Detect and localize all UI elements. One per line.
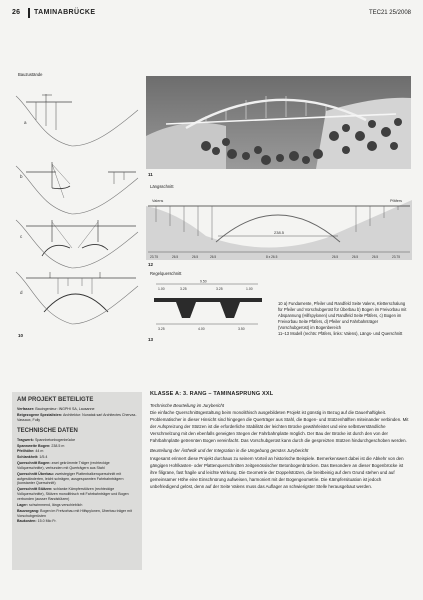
- tech-row: Querschnitt Bogen: zwei gekrümmte Träger (rechteckige Vollquerschnitte), verbunden mit Querträgern aus Stahl: [17, 461, 110, 470]
- figure-number-11: 11: [148, 172, 153, 177]
- tech-row: Lager: schwimmend, längs verschieblich: [17, 502, 83, 507]
- valens-label: Valens: [152, 199, 164, 203]
- page-number: 26: [12, 9, 21, 16]
- cross-section-drawing: [146, 278, 270, 336]
- cross-dim-5: 3.25: [158, 327, 165, 331]
- stage-d-drawing: [16, 272, 138, 324]
- article-heading: KLASSE A: 3. RANG – TAMINASPRUNG XXL: [150, 391, 274, 397]
- span-dim-6: 26.5: [332, 255, 339, 259]
- construction-stages-figure: [12, 80, 140, 342]
- span-dim-9: 23.75: [392, 255, 400, 259]
- span-dim-7: 26.5: [352, 255, 359, 259]
- figure-caption: 10 a) Fundamente, Pfeiler und Randfeld Seite Valens, Kletterschalung für Pfeiler und Vorschubgerüst für Überbau b) Bogen im Freivorbau mit Abspannung (Hilfspylonen) und Randfeld Seite Pfäfers, c) Bogen im Freivorbau Seite Pfäfers, d) Pfeiler und Fahrbahnträger (Vorschubgerüst) im Bogenbereich 11–13 Modell (rechts: Pfäfers, links: Valens), Längs- und Querschnitt: [278, 301, 407, 336]
- regelquerschnitt-label: Regelquerschnitt: [150, 271, 182, 276]
- spezial-line: Beigezogene Spezialisten: Architektur: Nunatak sarl Architectes Chervaz-Vassaux, Fully: [17, 412, 137, 422]
- span-dim-5: 8 x 26.5: [266, 255, 278, 259]
- stage-b-letter: b: [20, 174, 23, 179]
- stage-c-letter: c: [20, 234, 23, 239]
- figure-number-13: 13: [148, 337, 154, 342]
- verfasser-line: Verfasser: Bauingenieur: INGPHI SA, Lausanne: [17, 407, 95, 412]
- span-dim-2: 26.5: [172, 255, 179, 259]
- bauzustaende-label: Bauzustände: [18, 72, 43, 77]
- tech-row: Bauvorgang: Bogen im Freivorbau mit Hilfspylonen, Überbau träger mit Vorschubgerüsten: [17, 508, 132, 518]
- figure-number-12: 12: [148, 262, 154, 267]
- span-dim-1: 23.75: [150, 255, 158, 259]
- section-title: TAMINABRÜCKE: [34, 9, 96, 16]
- paragraph-aesthetik: Insgesamt erinnert diese Projekt durchaus zu seinem Vorteil an historische Beispiele. Bemerkenswert dabei ist die Abkehr von den gängigen Hohlkasten- oder Plattenquerschnitten zeitgenössischer Betonbogenbrücken. Das Besondere an dieser Bogenbrücke ist ihre filigrane, fast fragile und leichte Wirkung. Die Geometrie der Doppelstützen, die breitbeinig auf dem Grund stehen und auf gemeinsamer Höhe eine Einschnürung aufweisen, harmoniert mit der Bogengeometrie. Die Kämpfersituation ist jedoch unbefriedigend gelöst, denn auf der Seite Valens muss das Auflager an schwierigster Stelle herausgebaut werden.: [150, 456, 404, 489]
- tech-row: Querschnitt Stützen: schlanke Kämpferstützen (rechteckige Vollquerschnitte), Stützen monolithisch mit Fahrbahnträger und Bogen verbunden (ausser Randstützen): [17, 487, 129, 501]
- stage-c-drawing: [16, 220, 138, 268]
- cross-dim-3: 3.25: [216, 287, 223, 291]
- project-info-sidebar: [12, 392, 142, 570]
- stage-a-drawing: [16, 94, 138, 146]
- main-span-dimension: 238.5: [274, 230, 285, 235]
- stage-d-letter: d: [20, 290, 23, 295]
- span-dim-8: 26.5: [372, 255, 379, 259]
- subheading-aesthetik: Beurteilung der Ästhetik und der Integration in die Umgebung gemäss Jurybericht: [150, 448, 309, 454]
- sidebar-title-beteiligte: AM PROJEKT BETEILIGTE: [17, 397, 94, 403]
- cross-dim-width: 9.50: [200, 279, 207, 284]
- subheading-technische-beurteilung: Technische Beurteilung im Jurybericht: [150, 402, 225, 408]
- tech-row: Spannweite Bogen: 238.5 m: [17, 443, 65, 448]
- stage-b-drawing: [16, 162, 138, 214]
- cross-dim-2: 3.25: [180, 287, 187, 291]
- laengsschnitt-label: Längsschnitt: [150, 184, 174, 189]
- main-article-text: [150, 390, 410, 494]
- cross-dim-7: 3.50: [238, 327, 245, 331]
- longitudinal-section-drawing: [146, 192, 412, 260]
- cross-dim-6: 4.00: [198, 327, 205, 331]
- cross-dim-1: 1.00: [158, 287, 165, 291]
- tech-row: Pfeilhöhe: 44 m: [17, 449, 44, 454]
- tech-row: Tragwerk: Spannbetonbogenbrücke: [17, 437, 76, 442]
- stage-a-letter: a: [24, 120, 27, 125]
- span-dim-4: 26.5: [210, 255, 217, 259]
- tech-row: Querschnitt Überbau: zweistegiger Plattenbalkenquerschnitt mit aufgeständerten, leicht schrägen, ausgespannten Fahrbahnträgern (konstanter Querschnitt): [17, 471, 124, 486]
- issue-label: TEC21 25/2008: [368, 10, 411, 16]
- bridge-model-photo: [146, 76, 411, 169]
- figure-number-10: 10: [18, 333, 24, 338]
- tech-row: Baukosten: 15.0 Mio Fr.: [17, 519, 57, 524]
- paragraph-technisch: Die einfache Querschnittsgestaltung beim monolithisch ausgebildeten Projekt ist günstig in Bezug auf die Dauerhaftigkeit. Problematischer in dieser Hinsicht sind hingegen die Querträger aus Stahl, die Bogen- und Stützenhälften miteinander verbinden. Mit der Aufspreizung der Stützen ist die erforderliche Stabilität der leichten Brücke gewährleistet und eine selbstverständliche Verschmelzung mit den ebenfalls geneigten Stegen der Fahrbahnplatte möglich. Der Bau der Brücke ist durch den von der Fahrbahnplatte getrennten Bogen vereinfacht. Das Vorschubgerüst kann durch die gespreizten Stützen hindurchgeschoben werden.: [150, 410, 409, 443]
- header-separator: [28, 8, 30, 18]
- sidebar-title-technische-daten: TECHNISCHE DATEN: [17, 427, 78, 434]
- pfaefers-label: Pfäfers: [390, 199, 403, 203]
- cross-dim-4: 1.00: [246, 287, 253, 291]
- span-dim-3: 26.5: [192, 255, 199, 259]
- tech-row: Schlankheit: 1/5.4: [17, 455, 48, 460]
